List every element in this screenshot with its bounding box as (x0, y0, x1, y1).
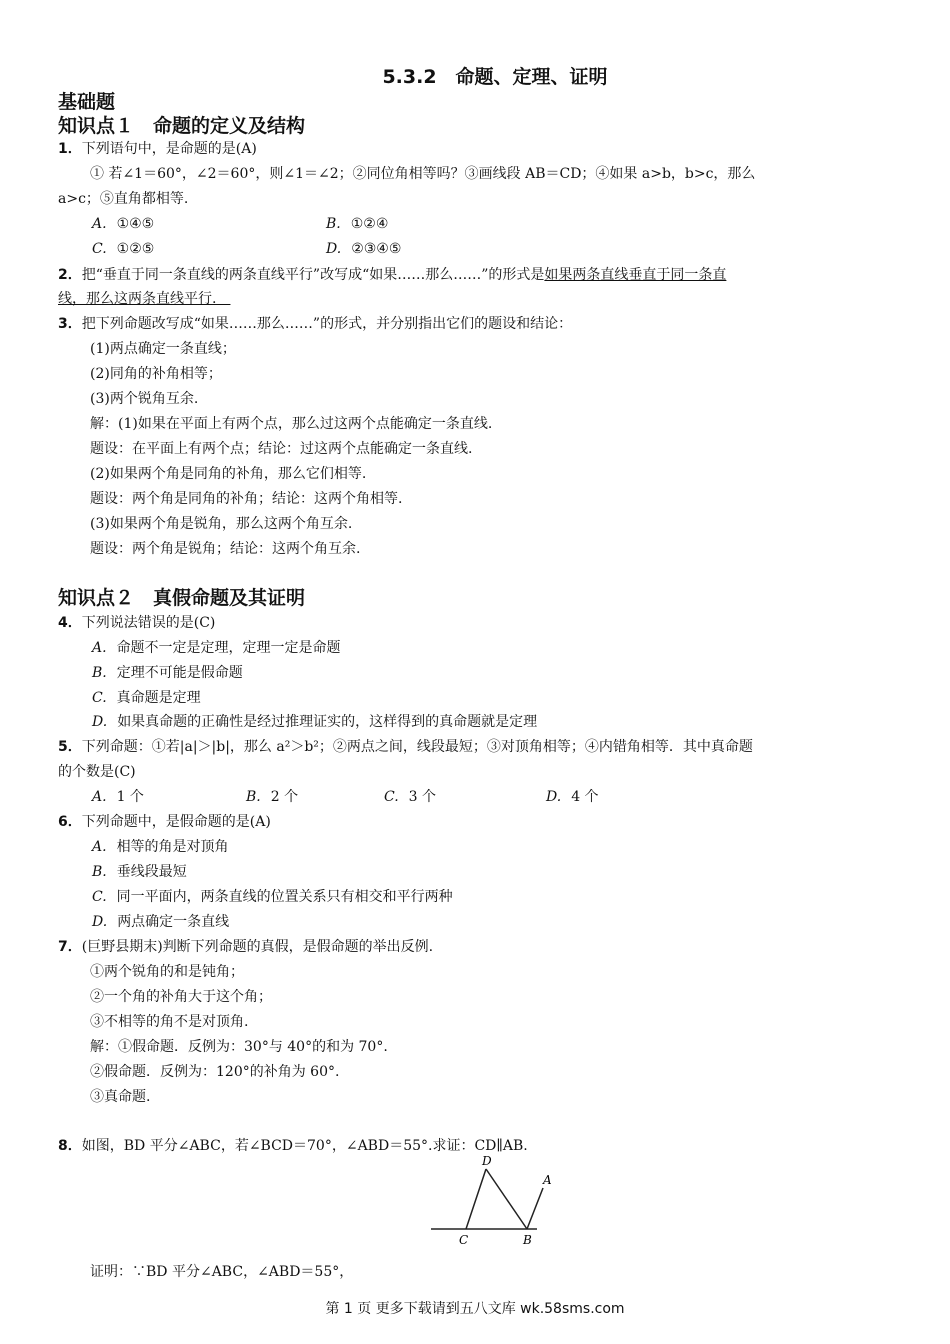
question-6-option-d: D. 两点确定一条直线 (92, 914, 230, 930)
question-3-item-1: (1)两点确定一条直线； (90, 341, 236, 357)
point-label-b: B (523, 1233, 532, 1247)
section-heading-basic: 基础题 (58, 91, 116, 113)
question-number: 1． (58, 141, 82, 157)
question-5-option-b: B. 2 个 (246, 789, 299, 805)
point-label-a: A (543, 1173, 552, 1187)
question-number: 3． (58, 316, 82, 332)
question-6-stem: 6．下列命题中，是假命题的是(A) (58, 814, 271, 830)
knowledge-point-1-heading: 知识点１ 命题的定义及结构 (58, 115, 306, 137)
question-1-option-d: D. ②③④⑤ (326, 241, 402, 257)
question-number: 2． (58, 267, 82, 283)
question-7-item-3: ③不相等的角不是对顶角. (90, 1014, 249, 1030)
question-2-answer-line2: 线，那么这两条直线平行. (58, 291, 231, 307)
question-1-statements-line1: ① 若∠1＝60°，∠2＝60°，则∠1＝∠2；②同位角相等吗？③画线段 AB＝CD；④如果 a>b，b>c，那么 (90, 166, 756, 182)
question-7-solution-1: 解：①假命题．反例为：30°与 40°的和为 70°. (90, 1039, 388, 1055)
question-1-option-a: A. ①④⑤ (92, 216, 155, 232)
page-footer: 第 1 页 更多下载请到五八文库 wk.58sms.com (325, 1301, 625, 1317)
question-3-solution-3: (2)如果两个角是同角的补角，那么它们相等. (90, 466, 367, 482)
question-7-solution-3: ③真命题. (90, 1089, 151, 1105)
question-5-stem-line2: 的个数是(C) (58, 764, 136, 780)
question-1-option-b: B. ①②④ (326, 216, 389, 232)
question-3-solution-2: 题设：在平面上有两个点；结论：过这两个点能确定一条直线. (90, 441, 473, 457)
question-4-option-b: B. 定理不可能是假命题 (92, 665, 243, 681)
question-number: 5． (58, 739, 82, 755)
question-3-solution-4: 题设：两个角是同角的补角；结论：这两个角相等. (90, 491, 403, 507)
question-2-answer: 如果两条直线垂直于同一条直 (544, 267, 727, 283)
geometry-figure (425, 1150, 565, 1250)
question-6-option-c: C. 同一平面内，两条直线的位置关系只有相交和平行两种 (92, 889, 453, 905)
question-3-item-3: (3)两个锐角互余. (90, 391, 199, 407)
question-number: 4． (58, 615, 82, 631)
question-7-item-1: ①两个锐角的和是钝角； (90, 964, 244, 980)
question-7-solution-2: ②假命题．反例为：120°的补角为 60°. (90, 1064, 340, 1080)
question-5-option-d: D. 4 个 (546, 789, 599, 805)
page-title: 5.3.2 命题、定理、证明 (382, 66, 608, 88)
question-7-item-2: ②一个角的补角大于这个角； (90, 989, 272, 1005)
question-4-stem: 4．下列说法错误的是(C) (58, 615, 216, 631)
question-3-solution-1: 解：(1)如果在平面上有两个点，那么过这两个点能确定一条直线. (90, 416, 493, 432)
question-number: 8． (58, 1138, 82, 1154)
question-2-stem: 2．把“垂直于同一条直线的两条直线平行”改写成“如果……那么……”的形式是如果两条直线垂直于同一条直 (58, 267, 727, 283)
question-8-stem: 8．如图，BD 平分∠ABC，若∠BCD＝70°，∠ABD＝55°.求证：CD∥AB. (58, 1138, 528, 1154)
segment-ba (527, 1188, 543, 1229)
segment-db (486, 1169, 527, 1229)
question-6-option-b: B. 垂线段最短 (92, 864, 187, 880)
question-3-solution-6: 题设：两个角是锐角；结论：这两个角互余. (90, 541, 361, 557)
question-3-solution-5: (3)如果两个角是锐角，那么这两个角互余. (90, 516, 353, 532)
point-label-d: D (482, 1154, 492, 1168)
question-5-option-c: C. 3 个 (384, 789, 437, 805)
question-3-stem: 3．把下列命题改写成“如果……那么……”的形式，并分别指出它们的题设和结论： (58, 316, 573, 332)
question-6-option-a: A. 相等的角是对顶角 (92, 839, 229, 855)
question-1-statements-line2: a>c；⑤直角都相等. (58, 191, 189, 207)
question-4-option-d: D. 如果真命题的正确性是经过推理证实的，这样得到的真命题就是定理 (92, 714, 538, 730)
question-8-proof-line1: 证明：∵BD 平分∠ABC，∠ABD＝55°， (90, 1264, 354, 1280)
question-5-stem: 5．下列命题：①若|a|＞|b|，那么 a²＞b²；②两点之间，线段最短；③对顶角相等；④内错角相等．其中真命题 (58, 739, 753, 755)
question-7-stem: 7．(巨野县期末)判断下列命题的真假，是假命题的举出反例. (58, 939, 434, 955)
knowledge-point-2-heading: 知识点２ 真假命题及其证明 (58, 587, 306, 609)
question-1-stem: 1．下列语句中，是命题的是(A) (58, 141, 257, 157)
question-number: 6． (58, 814, 82, 830)
point-label-c: C (459, 1233, 469, 1247)
question-4-option-a: A. 命题不一定是定理，定理一定是命题 (92, 640, 341, 656)
question-3-item-2: (2)同角的补角相等； (90, 366, 222, 382)
question-1-option-c: C. ①②⑤ (92, 241, 155, 257)
segment-cd (466, 1169, 486, 1229)
question-5-option-a: A. 1 个 (92, 789, 144, 805)
question-number: 7． (58, 939, 82, 955)
question-4-option-c: C. 真命题是定理 (92, 690, 201, 706)
